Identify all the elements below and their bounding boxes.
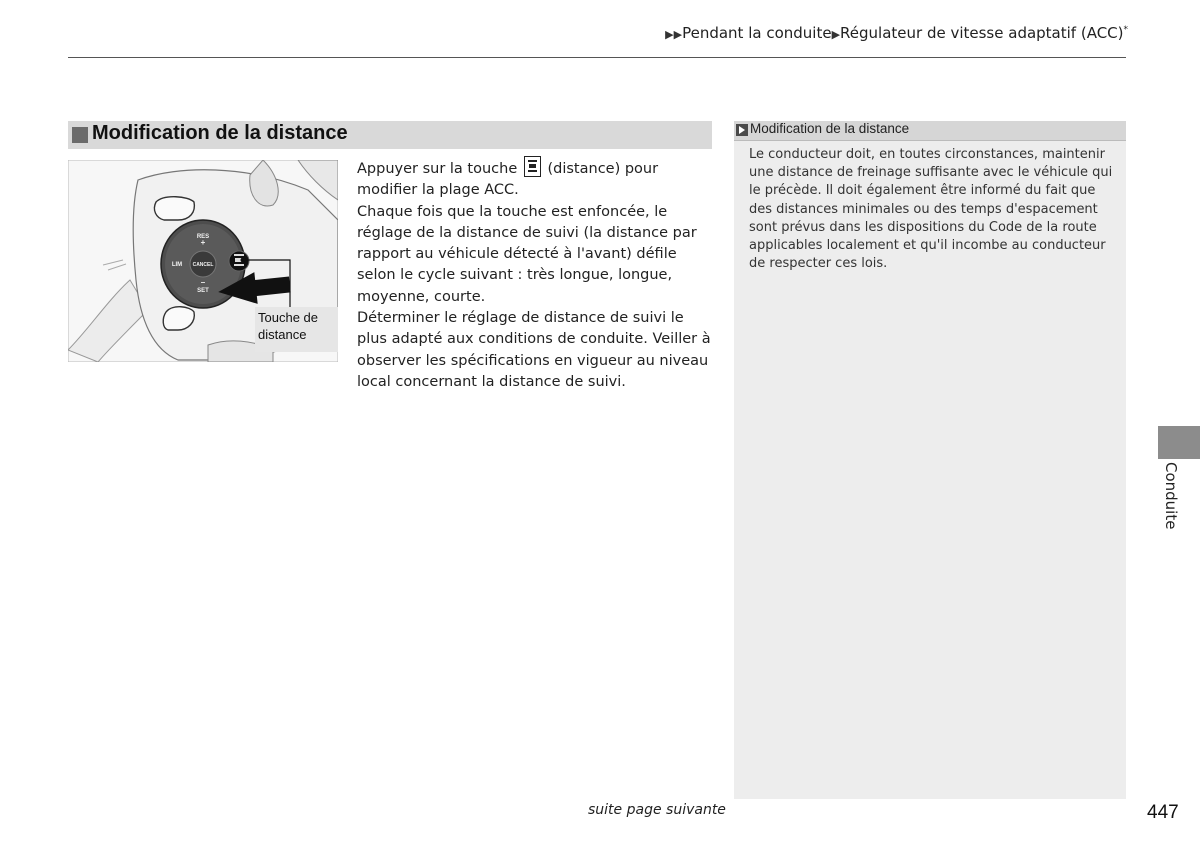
instruction-intro: Appuyer sur la touche: [357, 161, 518, 177]
breadcrumb-arrow-icon: ▶: [831, 28, 841, 41]
res-button-label: RES: [196, 234, 210, 240]
set-button-label: SET: [197, 288, 209, 294]
breadcrumb-topic[interactable]: Régulateur de vitesse adaptatif (ACC): [840, 24, 1124, 42]
instruction-paragraph: [357, 156, 715, 202]
breadcrumb-arrow-icon: ▶▶: [665, 28, 683, 41]
chapter-tab[interactable]: [1158, 426, 1200, 459]
instruction-continuation: (distance) pour modifier la plage ACC.: [357, 161, 659, 199]
callout-label: Touche de distance: [258, 310, 318, 342]
continued-notice: suite page suivante: [588, 802, 726, 818]
instruction-text: [357, 156, 715, 393]
breadcrumb-section[interactable]: Pendant la conduite: [682, 24, 832, 42]
side-note-header: [734, 121, 1126, 141]
chapter-tab-label: Conduite: [1162, 462, 1180, 530]
note-arrow-icon: [736, 124, 748, 136]
lim-button-label: LIM: [171, 262, 183, 268]
advice-paragraph: Déterminer le réglage de distance de suivi le plus adapté aux conditions de conduite. Veiller à observer les spécifications en vigueur au niveau local concernant la distance de suivi.: [357, 310, 711, 390]
page-number: 447: [1147, 802, 1179, 823]
section-square-icon: [72, 127, 88, 143]
callout-distance-button: [255, 307, 338, 352]
breadcrumb-asterisk: *: [1123, 25, 1128, 35]
side-note-title[interactable]: Modification de la distance: [750, 121, 910, 136]
side-note-panel: [734, 121, 1126, 799]
section-title: Modification de la distance: [92, 122, 348, 144]
distance-button-icon: [524, 156, 541, 177]
header-divider: [68, 57, 1126, 58]
breadcrumb: [665, 24, 1128, 42]
cycle-paragraph: Chaque fois que la touche est enfoncée, le réglage de la distance de suivi (la distance par rapport au véhicule détecté à l'avant) défile selon le cycle suivant : très longue, longue, moyenne, courte.: [357, 203, 697, 305]
minus-button-label: –: [200, 278, 206, 287]
cancel-button-label: CANCEL: [192, 262, 214, 268]
side-note-text: Le conducteur doit, en toutes circonstances, maintenir une distance de freinage suffisante avec le véhicule qui le précède. Il doit également être informé du fait que des distances minimales ou des temps d'espacement sont prévus dans les dispositions du Code de la route applicables localement et qu'il incombe au conducteur de respecter ces lois.: [749, 147, 1113, 272]
section-heading-bar: [68, 121, 712, 149]
plus-button-label: +: [200, 238, 206, 247]
